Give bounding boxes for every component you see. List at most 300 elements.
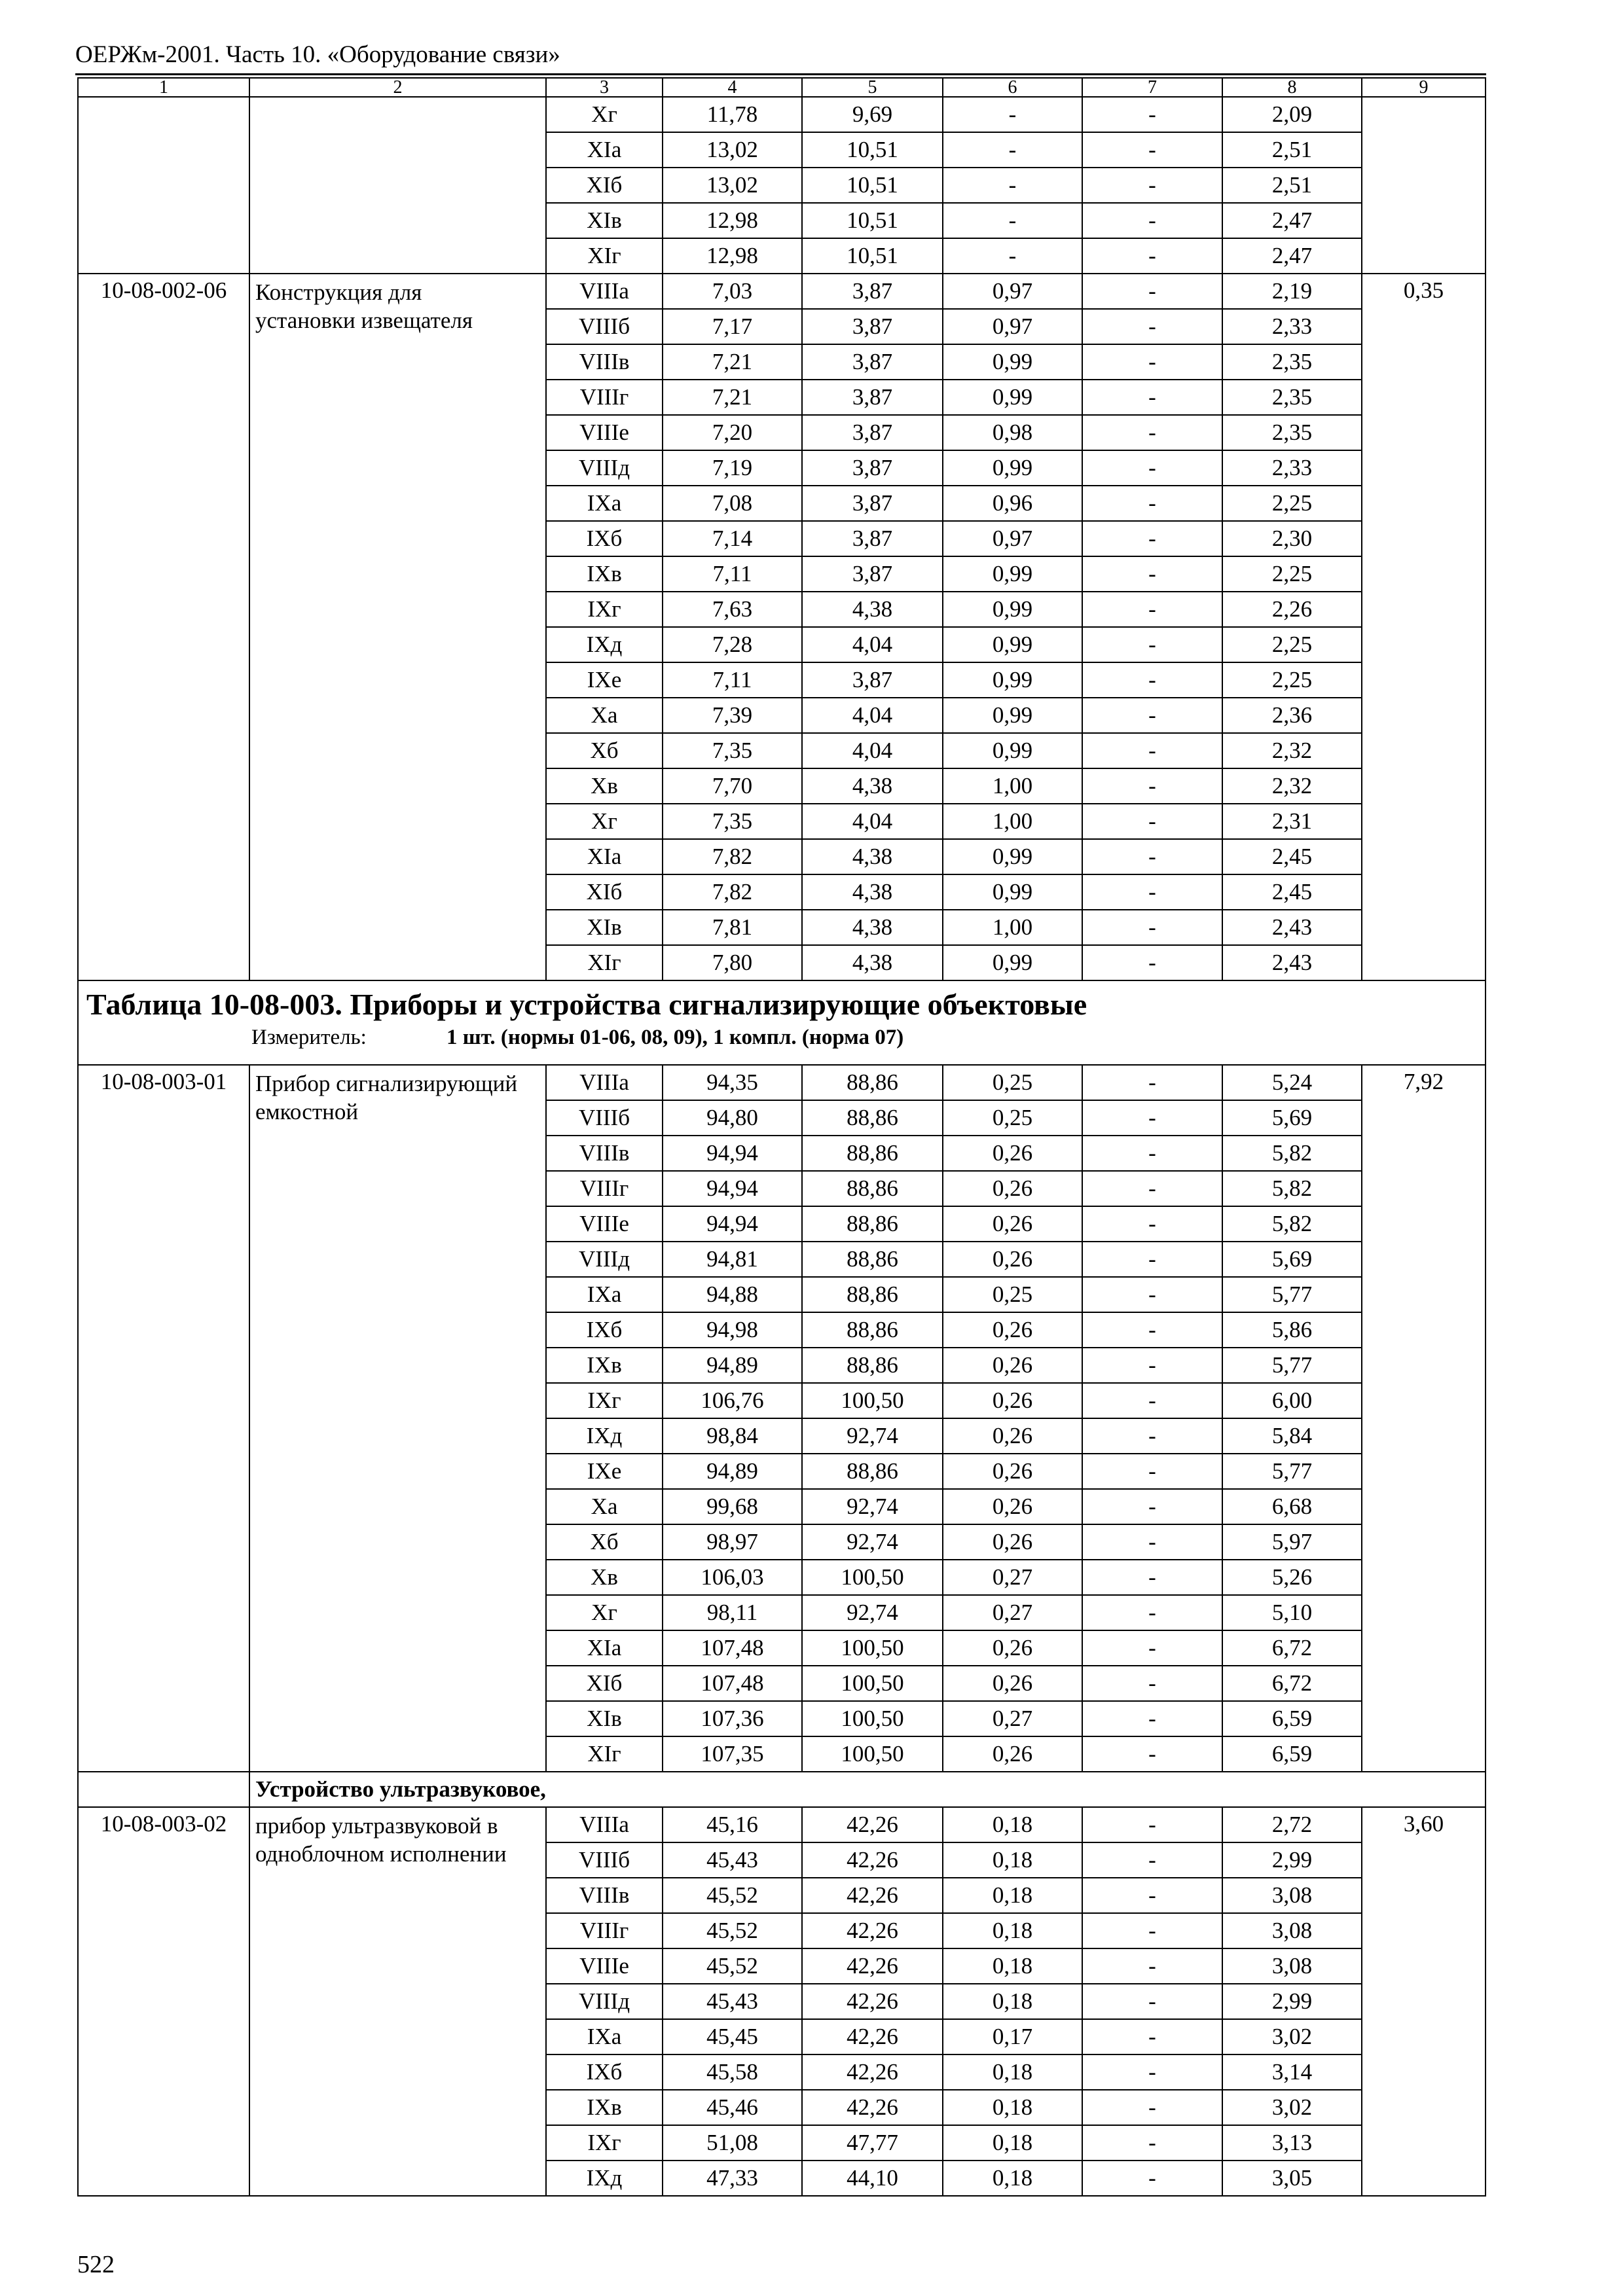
total-cost-cell: 94,89 <box>663 1348 802 1383</box>
labor-cost-cell: 42,26 <box>802 1878 943 1913</box>
total-cost-cell: 51,08 <box>663 2125 802 2161</box>
material-cost-cell: 6,00 <box>1222 1383 1362 1418</box>
zone-cell: IXг <box>546 592 663 627</box>
material-cost-cell: 2,32 <box>1222 768 1362 804</box>
total-cost-cell: 94,80 <box>663 1100 802 1136</box>
zone-cell: VIIIг <box>546 1171 663 1206</box>
machine-cost-cell: 0,18 <box>943 2054 1082 2090</box>
driver-wage-cell: - <box>1082 309 1222 344</box>
total-cost-cell: 94,88 <box>663 1277 802 1312</box>
labor-cost-cell: 92,74 <box>802 1489 943 1524</box>
zone-cell: IXа <box>546 486 663 521</box>
machine-cost-cell: 0,26 <box>943 1736 1082 1772</box>
zone-cell: IXб <box>546 2054 663 2090</box>
zone-cell: Xг <box>546 804 663 839</box>
zone-cell: XIг <box>546 945 663 980</box>
total-cost-cell: 7,80 <box>663 945 802 980</box>
total-cost-cell: 7,28 <box>663 627 802 662</box>
zone-cell: Xа <box>546 1489 663 1524</box>
driver-wage-cell: - <box>1082 1524 1222 1560</box>
total-cost-cell: 107,48 <box>663 1630 802 1666</box>
labor-cost-cell: 100,50 <box>802 1383 943 1418</box>
machine-cost-cell: 0,18 <box>943 1878 1082 1913</box>
material-cost-cell: 2,31 <box>1222 804 1362 839</box>
driver-wage-cell: - <box>1082 1454 1222 1489</box>
table-row <box>78 97 1486 132</box>
machine-cost-cell: 0,25 <box>943 1065 1082 1100</box>
zone-cell: VIIIв <box>546 1878 663 1913</box>
driver-wage-cell: - <box>1082 203 1222 238</box>
driver-wage-cell: - <box>1082 1842 1222 1878</box>
driver-wage-cell: - <box>1082 627 1222 662</box>
total-cost-cell: 106,76 <box>663 1383 802 1418</box>
material-cost-cell: 3,08 <box>1222 1913 1362 1948</box>
labor-cost-cell: 42,26 <box>802 2090 943 2125</box>
zone-cell: Xг <box>546 1595 663 1630</box>
zone-cell: VIIIе <box>546 1206 663 1242</box>
machine-cost-cell: 0,99 <box>943 733 1082 768</box>
material-cost-cell: 2,30 <box>1222 521 1362 556</box>
labor-cost-cell: 4,04 <box>802 733 943 768</box>
labor-cost-cell: 10,51 <box>802 238 943 274</box>
driver-wage-cell: - <box>1082 1065 1222 1100</box>
total-cost-cell: 94,81 <box>663 1242 802 1277</box>
material-cost-cell: 5,69 <box>1222 1242 1362 1277</box>
material-cost-cell: 3,08 <box>1222 1948 1362 1984</box>
total-cost-cell: 13,02 <box>663 168 802 203</box>
subheading-cell: Устройство ультразвуковое, <box>249 1772 1486 1807</box>
rate-name-line: емкостной <box>255 1099 359 1124</box>
labor-cost-cell: 42,26 <box>802 1913 943 1948</box>
material-cost-cell: 5,86 <box>1222 1312 1362 1348</box>
labor-cost-cell: 88,86 <box>802 1136 943 1171</box>
machine-cost-cell: 0,99 <box>943 344 1082 380</box>
measure-label: Измеритель: <box>251 1026 367 1049</box>
column-numbers-row <box>78 78 1486 97</box>
material-cost-cell: 6,59 <box>1222 1736 1362 1772</box>
total-cost-cell: 94,35 <box>663 1065 802 1100</box>
labor-cost-cell: 3,87 <box>802 521 943 556</box>
table-title-row <box>78 980 1486 1065</box>
total-cost-cell: 94,94 <box>663 1171 802 1206</box>
total-cost-cell: 45,52 <box>663 1948 802 1984</box>
material-cost-cell: 5,82 <box>1222 1206 1362 1242</box>
driver-wage-cell: - <box>1082 1984 1222 2019</box>
material-cost-cell: 6,72 <box>1222 1630 1362 1666</box>
material-cost-cell: 5,10 <box>1222 1595 1362 1630</box>
material-cost-cell: 2,99 <box>1222 1984 1362 2019</box>
labor-cost-cell: 3,87 <box>802 380 943 415</box>
driver-wage-cell: - <box>1082 486 1222 521</box>
driver-wage-cell: - <box>1082 2090 1222 2125</box>
machine-cost-cell: 0,26 <box>943 1171 1082 1206</box>
driver-wage-cell: - <box>1082 839 1222 874</box>
machine-cost-cell: 0,18 <box>943 1948 1082 1984</box>
labor-hours-cell <box>1362 97 1486 274</box>
machine-cost-cell: 0,26 <box>943 1666 1082 1701</box>
zone-cell: Xв <box>546 768 663 804</box>
driver-wage-cell: - <box>1082 1878 1222 1913</box>
total-cost-cell: 7,08 <box>663 486 802 521</box>
zone-cell: IXв <box>546 1348 663 1383</box>
driver-wage-cell: - <box>1082 1136 1222 1171</box>
machine-cost-cell: 0,25 <box>943 1277 1082 1312</box>
zone-cell: VIIIв <box>546 344 663 380</box>
machine-cost-cell: 1,00 <box>943 804 1082 839</box>
labor-cost-cell: 10,51 <box>802 203 943 238</box>
material-cost-cell: 3,02 <box>1222 2090 1362 2125</box>
total-cost-cell: 7,11 <box>663 662 802 698</box>
driver-wage-cell: - <box>1082 874 1222 910</box>
zone-cell: XIа <box>546 1630 663 1666</box>
driver-wage-cell: - <box>1082 945 1222 980</box>
driver-wage-cell: - <box>1082 1666 1222 1701</box>
rate-name-cell <box>249 274 546 980</box>
total-cost-cell: 94,94 <box>663 1136 802 1171</box>
total-cost-cell: 98,97 <box>663 1524 802 1560</box>
driver-wage-cell: - <box>1082 274 1222 309</box>
table-body <box>78 78 1486 2196</box>
rate-name-line: Конструкция для <box>255 279 422 305</box>
zone-cell: XIг <box>546 1736 663 1772</box>
total-cost-cell: 98,84 <box>663 1418 802 1454</box>
zone-cell: VIIIг <box>546 380 663 415</box>
total-cost-cell: 7,17 <box>663 309 802 344</box>
driver-wage-cell: - <box>1082 1489 1222 1524</box>
machine-cost-cell: 0,99 <box>943 874 1082 910</box>
driver-wage-cell: - <box>1082 2161 1222 2196</box>
measure-line <box>86 1023 1477 1052</box>
zone-cell: IXд <box>546 2161 663 2196</box>
machine-cost-cell: 0,99 <box>943 627 1082 662</box>
driver-wage-cell: - <box>1082 1277 1222 1312</box>
labor-cost-cell: 88,86 <box>802 1100 943 1136</box>
labor-cost-cell: 4,38 <box>802 768 943 804</box>
driver-wage-cell: - <box>1082 1948 1222 1984</box>
material-cost-cell: 2,26 <box>1222 592 1362 627</box>
zone-cell: VIIIб <box>546 309 663 344</box>
labor-cost-cell: 88,86 <box>802 1206 943 1242</box>
labor-cost-cell: 88,86 <box>802 1242 943 1277</box>
driver-wage-cell: - <box>1082 2019 1222 2054</box>
table-row <box>78 1807 1486 1842</box>
material-cost-cell: 2,33 <box>1222 450 1362 486</box>
total-cost-cell: 7,82 <box>663 874 802 910</box>
material-cost-cell: 5,82 <box>1222 1171 1362 1206</box>
driver-wage-cell: - <box>1082 1383 1222 1418</box>
labor-cost-cell: 42,26 <box>802 2054 943 2090</box>
machine-cost-cell: 0,97 <box>943 274 1082 309</box>
material-cost-cell: 2,35 <box>1222 415 1362 450</box>
machine-cost-cell: 0,26 <box>943 1630 1082 1666</box>
labor-cost-cell: 10,51 <box>802 132 943 168</box>
driver-wage-cell: - <box>1082 168 1222 203</box>
labor-cost-cell: 42,26 <box>802 2019 943 2054</box>
machine-cost-cell: 0,99 <box>943 662 1082 698</box>
driver-wage-cell: - <box>1082 132 1222 168</box>
labor-cost-cell: 3,87 <box>802 309 943 344</box>
zone-cell: Xб <box>546 1524 663 1560</box>
driver-wage-cell: - <box>1082 804 1222 839</box>
driver-wage-cell: - <box>1082 662 1222 698</box>
zone-cell: VIIIе <box>546 415 663 450</box>
total-cost-cell: 94,98 <box>663 1312 802 1348</box>
zone-cell: XIа <box>546 839 663 874</box>
zone-cell: XIв <box>546 910 663 945</box>
driver-wage-cell: - <box>1082 2125 1222 2161</box>
driver-wage-cell: - <box>1082 698 1222 733</box>
zone-cell: IXе <box>546 662 663 698</box>
machine-cost-cell: 0,26 <box>943 1489 1082 1524</box>
total-cost-cell: 45,43 <box>663 1842 802 1878</box>
machine-cost-cell: 0,99 <box>943 592 1082 627</box>
machine-cost-cell: 0,27 <box>943 1595 1082 1630</box>
zone-cell: IXб <box>546 1312 663 1348</box>
total-cost-cell: 7,39 <box>663 698 802 733</box>
total-cost-cell: 47,33 <box>663 2161 802 2196</box>
zone-cell: VIIIг <box>546 1913 663 1948</box>
zone-cell: XIа <box>546 132 663 168</box>
machine-cost-cell: - <box>943 132 1082 168</box>
machine-cost-cell: 0,26 <box>943 1383 1082 1418</box>
table-row <box>78 1065 1486 1100</box>
material-cost-cell: 2,32 <box>1222 733 1362 768</box>
total-cost-cell: 45,52 <box>663 1878 802 1913</box>
total-cost-cell: 7,35 <box>663 733 802 768</box>
machine-cost-cell: 0,26 <box>943 1242 1082 1277</box>
total-cost-cell: 13,02 <box>663 132 802 168</box>
zone-cell: VIIIа <box>546 1065 663 1100</box>
total-cost-cell: 45,16 <box>663 1807 802 1842</box>
driver-wage-cell: - <box>1082 1171 1222 1206</box>
driver-wage-cell: - <box>1082 1312 1222 1348</box>
material-cost-cell: 2,45 <box>1222 874 1362 910</box>
labor-cost-cell: 3,87 <box>802 450 943 486</box>
driver-wage-cell: - <box>1082 1595 1222 1630</box>
machine-cost-cell: - <box>943 203 1082 238</box>
labor-cost-cell: 4,38 <box>802 839 943 874</box>
material-cost-cell: 3,14 <box>1222 2054 1362 2090</box>
labor-hours-cell: 3,60 <box>1362 1807 1486 2196</box>
zone-cell: XIб <box>546 168 663 203</box>
total-cost-cell: 45,46 <box>663 2090 802 2125</box>
labor-cost-cell: 88,86 <box>802 1277 943 1312</box>
rate-name-cell <box>249 1807 546 2196</box>
machine-cost-cell: 0,26 <box>943 1136 1082 1171</box>
zone-cell: XIб <box>546 1666 663 1701</box>
zone-cell: VIIIа <box>546 274 663 309</box>
total-cost-cell: 106,03 <box>663 1560 802 1595</box>
rate-code-cell: 10-08-003-01 <box>78 1065 249 1772</box>
subheading-row <box>78 1772 1486 1807</box>
labor-cost-cell: 88,86 <box>802 1454 943 1489</box>
material-cost-cell: 2,35 <box>1222 380 1362 415</box>
material-cost-cell: 2,33 <box>1222 309 1362 344</box>
zone-cell: IXа <box>546 1277 663 1312</box>
material-cost-cell: 5,97 <box>1222 1524 1362 1560</box>
driver-wage-cell: - <box>1082 1242 1222 1277</box>
total-cost-cell: 7,70 <box>663 768 802 804</box>
driver-wage-cell: - <box>1082 556 1222 592</box>
zone-cell: IXг <box>546 2125 663 2161</box>
material-cost-cell: 2,47 <box>1222 203 1362 238</box>
driver-wage-cell: - <box>1082 238 1222 274</box>
labor-cost-cell: 4,38 <box>802 945 943 980</box>
total-cost-cell: 45,45 <box>663 2019 802 2054</box>
labor-cost-cell: 88,86 <box>802 1312 943 1348</box>
total-cost-cell: 107,36 <box>663 1701 802 1736</box>
driver-wage-cell: - <box>1082 415 1222 450</box>
labor-cost-cell: 88,86 <box>802 1171 943 1206</box>
labor-cost-cell: 88,86 <box>802 1065 943 1100</box>
material-cost-cell: 5,77 <box>1222 1277 1362 1312</box>
total-cost-cell: 7,14 <box>663 521 802 556</box>
total-cost-cell: 99,68 <box>663 1489 802 1524</box>
labor-cost-cell: 4,38 <box>802 592 943 627</box>
material-cost-cell: 5,24 <box>1222 1065 1362 1100</box>
labor-cost-cell: 3,87 <box>802 344 943 380</box>
zone-cell: XIв <box>546 1701 663 1736</box>
labor-cost-cell: 42,26 <box>802 1948 943 1984</box>
machine-cost-cell: 0,18 <box>943 1842 1082 1878</box>
labor-cost-cell: 4,04 <box>802 627 943 662</box>
material-cost-cell: 2,45 <box>1222 839 1362 874</box>
labor-cost-cell: 3,87 <box>802 274 943 309</box>
page-number: 522 <box>77 2251 115 2278</box>
labor-cost-cell: 100,50 <box>802 1560 943 1595</box>
labor-cost-cell: 92,74 <box>802 1524 943 1560</box>
material-cost-cell: 5,84 <box>1222 1418 1362 1454</box>
machine-cost-cell: 0,99 <box>943 945 1082 980</box>
total-cost-cell: 7,11 <box>663 556 802 592</box>
empty-cell <box>78 1772 249 1807</box>
labor-cost-cell: 100,50 <box>802 1630 943 1666</box>
machine-cost-cell: 0,17 <box>943 2019 1082 2054</box>
material-cost-cell: 2,72 <box>1222 1807 1362 1842</box>
labor-hours-cell: 7,92 <box>1362 1065 1486 1772</box>
total-cost-cell: 94,89 <box>663 1454 802 1489</box>
column-number: 4 <box>663 78 802 97</box>
driver-wage-cell: - <box>1082 1206 1222 1242</box>
total-cost-cell: 7,81 <box>663 910 802 945</box>
zone-cell: VIIIб <box>546 1842 663 1878</box>
labor-cost-cell: 100,50 <box>802 1701 943 1736</box>
rate-name-line: одноблочном исполнении <box>255 1841 507 1867</box>
material-cost-cell: 3,08 <box>1222 1878 1362 1913</box>
machine-cost-cell: 0,25 <box>943 1100 1082 1136</box>
machine-cost-cell: 0,99 <box>943 556 1082 592</box>
zone-cell: IXд <box>546 1418 663 1454</box>
machine-cost-cell: 0,97 <box>943 309 1082 344</box>
labor-cost-cell: 10,51 <box>802 168 943 203</box>
column-number: 2 <box>249 78 546 97</box>
labor-cost-cell: 47,77 <box>802 2125 943 2161</box>
zone-cell: IXд <box>546 627 663 662</box>
machine-cost-cell: 0,26 <box>943 1418 1082 1454</box>
machine-cost-cell: 0,26 <box>943 1348 1082 1383</box>
driver-wage-cell: - <box>1082 733 1222 768</box>
zone-cell: XIб <box>546 874 663 910</box>
machine-cost-cell: - <box>943 238 1082 274</box>
driver-wage-cell: - <box>1082 344 1222 380</box>
machine-cost-cell: 0,26 <box>943 1454 1082 1489</box>
material-cost-cell: 3,02 <box>1222 2019 1362 2054</box>
zone-cell: IXг <box>546 1383 663 1418</box>
labor-cost-cell: 42,26 <box>802 1842 943 1878</box>
machine-cost-cell: 0,99 <box>943 698 1082 733</box>
labor-cost-cell: 92,74 <box>802 1595 943 1630</box>
material-cost-cell: 2,43 <box>1222 910 1362 945</box>
rate-code-cell: 10-08-003-02 <box>78 1807 249 2196</box>
material-cost-cell: 2,36 <box>1222 698 1362 733</box>
total-cost-cell: 7,20 <box>663 415 802 450</box>
rates-table <box>77 77 1486 2197</box>
rate-name-cell <box>249 1065 546 1772</box>
measure-value: 1 шт. (нормы 01-06, 08, 09), 1 компл. (норма 07) <box>447 1026 904 1049</box>
machine-cost-cell: - <box>943 97 1082 132</box>
material-cost-cell: 2,19 <box>1222 274 1362 309</box>
machine-cost-cell: 0,99 <box>943 380 1082 415</box>
zone-cell: VIIIд <box>546 450 663 486</box>
table-title: Таблица 10-08-003. Приборы и устройства сигнализирующие объектовые <box>86 988 1087 1021</box>
material-cost-cell: 5,69 <box>1222 1100 1362 1136</box>
material-cost-cell: 2,25 <box>1222 486 1362 521</box>
table-row <box>78 274 1486 309</box>
total-cost-cell: 7,21 <box>663 344 802 380</box>
zone-cell: IXб <box>546 521 663 556</box>
machine-cost-cell: 0,18 <box>943 1984 1082 2019</box>
total-cost-cell: 7,35 <box>663 804 802 839</box>
column-number: 1 <box>78 78 249 97</box>
material-cost-cell: 5,82 <box>1222 1136 1362 1171</box>
labor-hours-cell: 0,35 <box>1362 274 1486 980</box>
rate-name-line: прибор ультразвуковой в <box>255 1813 498 1839</box>
zone-cell: VIIIд <box>546 1984 663 2019</box>
column-number: 3 <box>546 78 663 97</box>
labor-cost-cell: 42,26 <box>802 1984 943 2019</box>
zone-cell: IXв <box>546 2090 663 2125</box>
total-cost-cell: 7,82 <box>663 839 802 874</box>
driver-wage-cell: - <box>1082 450 1222 486</box>
column-number: 8 <box>1222 78 1362 97</box>
labor-cost-cell: 100,50 <box>802 1666 943 1701</box>
machine-cost-cell: 0,18 <box>943 2090 1082 2125</box>
machine-cost-cell: 0,18 <box>943 1807 1082 1842</box>
column-number: 6 <box>943 78 1082 97</box>
material-cost-cell: 2,47 <box>1222 238 1362 274</box>
machine-cost-cell: 0,26 <box>943 1312 1082 1348</box>
machine-cost-cell: 1,00 <box>943 768 1082 804</box>
driver-wage-cell: - <box>1082 1807 1222 1842</box>
labor-cost-cell: 4,38 <box>802 910 943 945</box>
zone-cell: VIIIа <box>546 1807 663 1842</box>
labor-cost-cell: 100,50 <box>802 1736 943 1772</box>
total-cost-cell: 107,48 <box>663 1666 802 1701</box>
material-cost-cell: 6,59 <box>1222 1701 1362 1736</box>
zone-cell: Xа <box>546 698 663 733</box>
total-cost-cell: 7,21 <box>663 380 802 415</box>
driver-wage-cell: - <box>1082 910 1222 945</box>
total-cost-cell: 94,94 <box>663 1206 802 1242</box>
column-number: 5 <box>802 78 943 97</box>
machine-cost-cell: 0,27 <box>943 1701 1082 1736</box>
zone-cell: VIIIе <box>546 1948 663 1984</box>
material-cost-cell: 2,51 <box>1222 168 1362 203</box>
zone-cell: VIIIд <box>546 1242 663 1277</box>
total-cost-cell: 12,98 <box>663 203 802 238</box>
machine-cost-cell: 0,96 <box>943 486 1082 521</box>
column-number: 9 <box>1362 78 1486 97</box>
